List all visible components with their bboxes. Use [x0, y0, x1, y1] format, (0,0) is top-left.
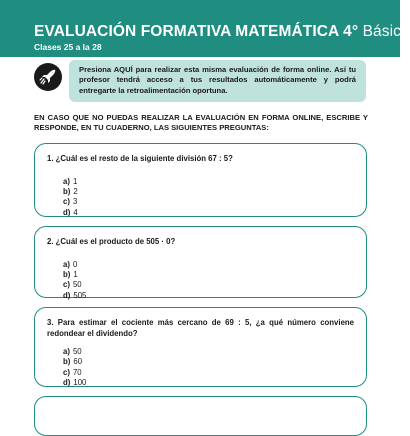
page-subtitle: Clases 25 a la 28 — [34, 42, 102, 52]
online-notice[interactable] — [69, 60, 366, 102]
option-item: b) 60 — [63, 357, 83, 367]
option-item: b) 1 — [63, 269, 78, 279]
notice-text: Presiona AQUÍ para realizar esta misma evaluación de forma online. Así tu profesor tendrá acceso a tus resultados automáticamente y podrá entregarte la retroalimentación oportuna. — [79, 65, 356, 95]
title-level: Básico — [362, 23, 410, 40]
option-item: a) 1 — [63, 176, 78, 186]
option-item: d) 505 — [63, 290, 87, 300]
page-header — [0, 0, 410, 57]
question-box — [34, 396, 367, 436]
option-item: b) 2 — [63, 186, 78, 196]
option-item: a) 0 — [63, 259, 78, 269]
question-box — [34, 143, 367, 217]
question-box — [34, 226, 367, 298]
question-box — [34, 307, 367, 387]
rocket-icon[interactable] — [34, 63, 62, 91]
option-item: d) 100 — [63, 378, 87, 388]
option-item: c) 70 — [63, 367, 82, 377]
options-list — [63, 347, 354, 389]
question-text: 2. ¿Cuál es el producto de 505 · 0? — [47, 237, 176, 246]
title-main: EVALUACIÓN FORMATIVA MATEMÁTICA 4° — [34, 23, 359, 40]
options-list — [63, 177, 354, 219]
option-item: d) 4 — [63, 207, 78, 217]
instructions-text: EN CASO QUE NO PUEDAS REALIZAR LA EVALUACIÓN EN FORMA ONLINE, ESCRIBE Y RESPONDE, EN TU CUADERNO, LAS SIGUIENTES PREGUNTAS: — [34, 113, 368, 133]
question-text: 3. Para estimar el cociente más cercano de 69 : 5, ¿a qué número conviene redondear el dividendo? — [47, 318, 354, 338]
page-title — [34, 23, 410, 41]
question-text: 1. ¿Cuál es el resto de la siguiente división 67 : 5? — [47, 154, 233, 163]
option-item: c) 3 — [63, 197, 78, 207]
option-item: c) 50 — [63, 280, 82, 290]
option-item: a) 50 — [63, 347, 82, 356]
options-list — [63, 260, 354, 302]
